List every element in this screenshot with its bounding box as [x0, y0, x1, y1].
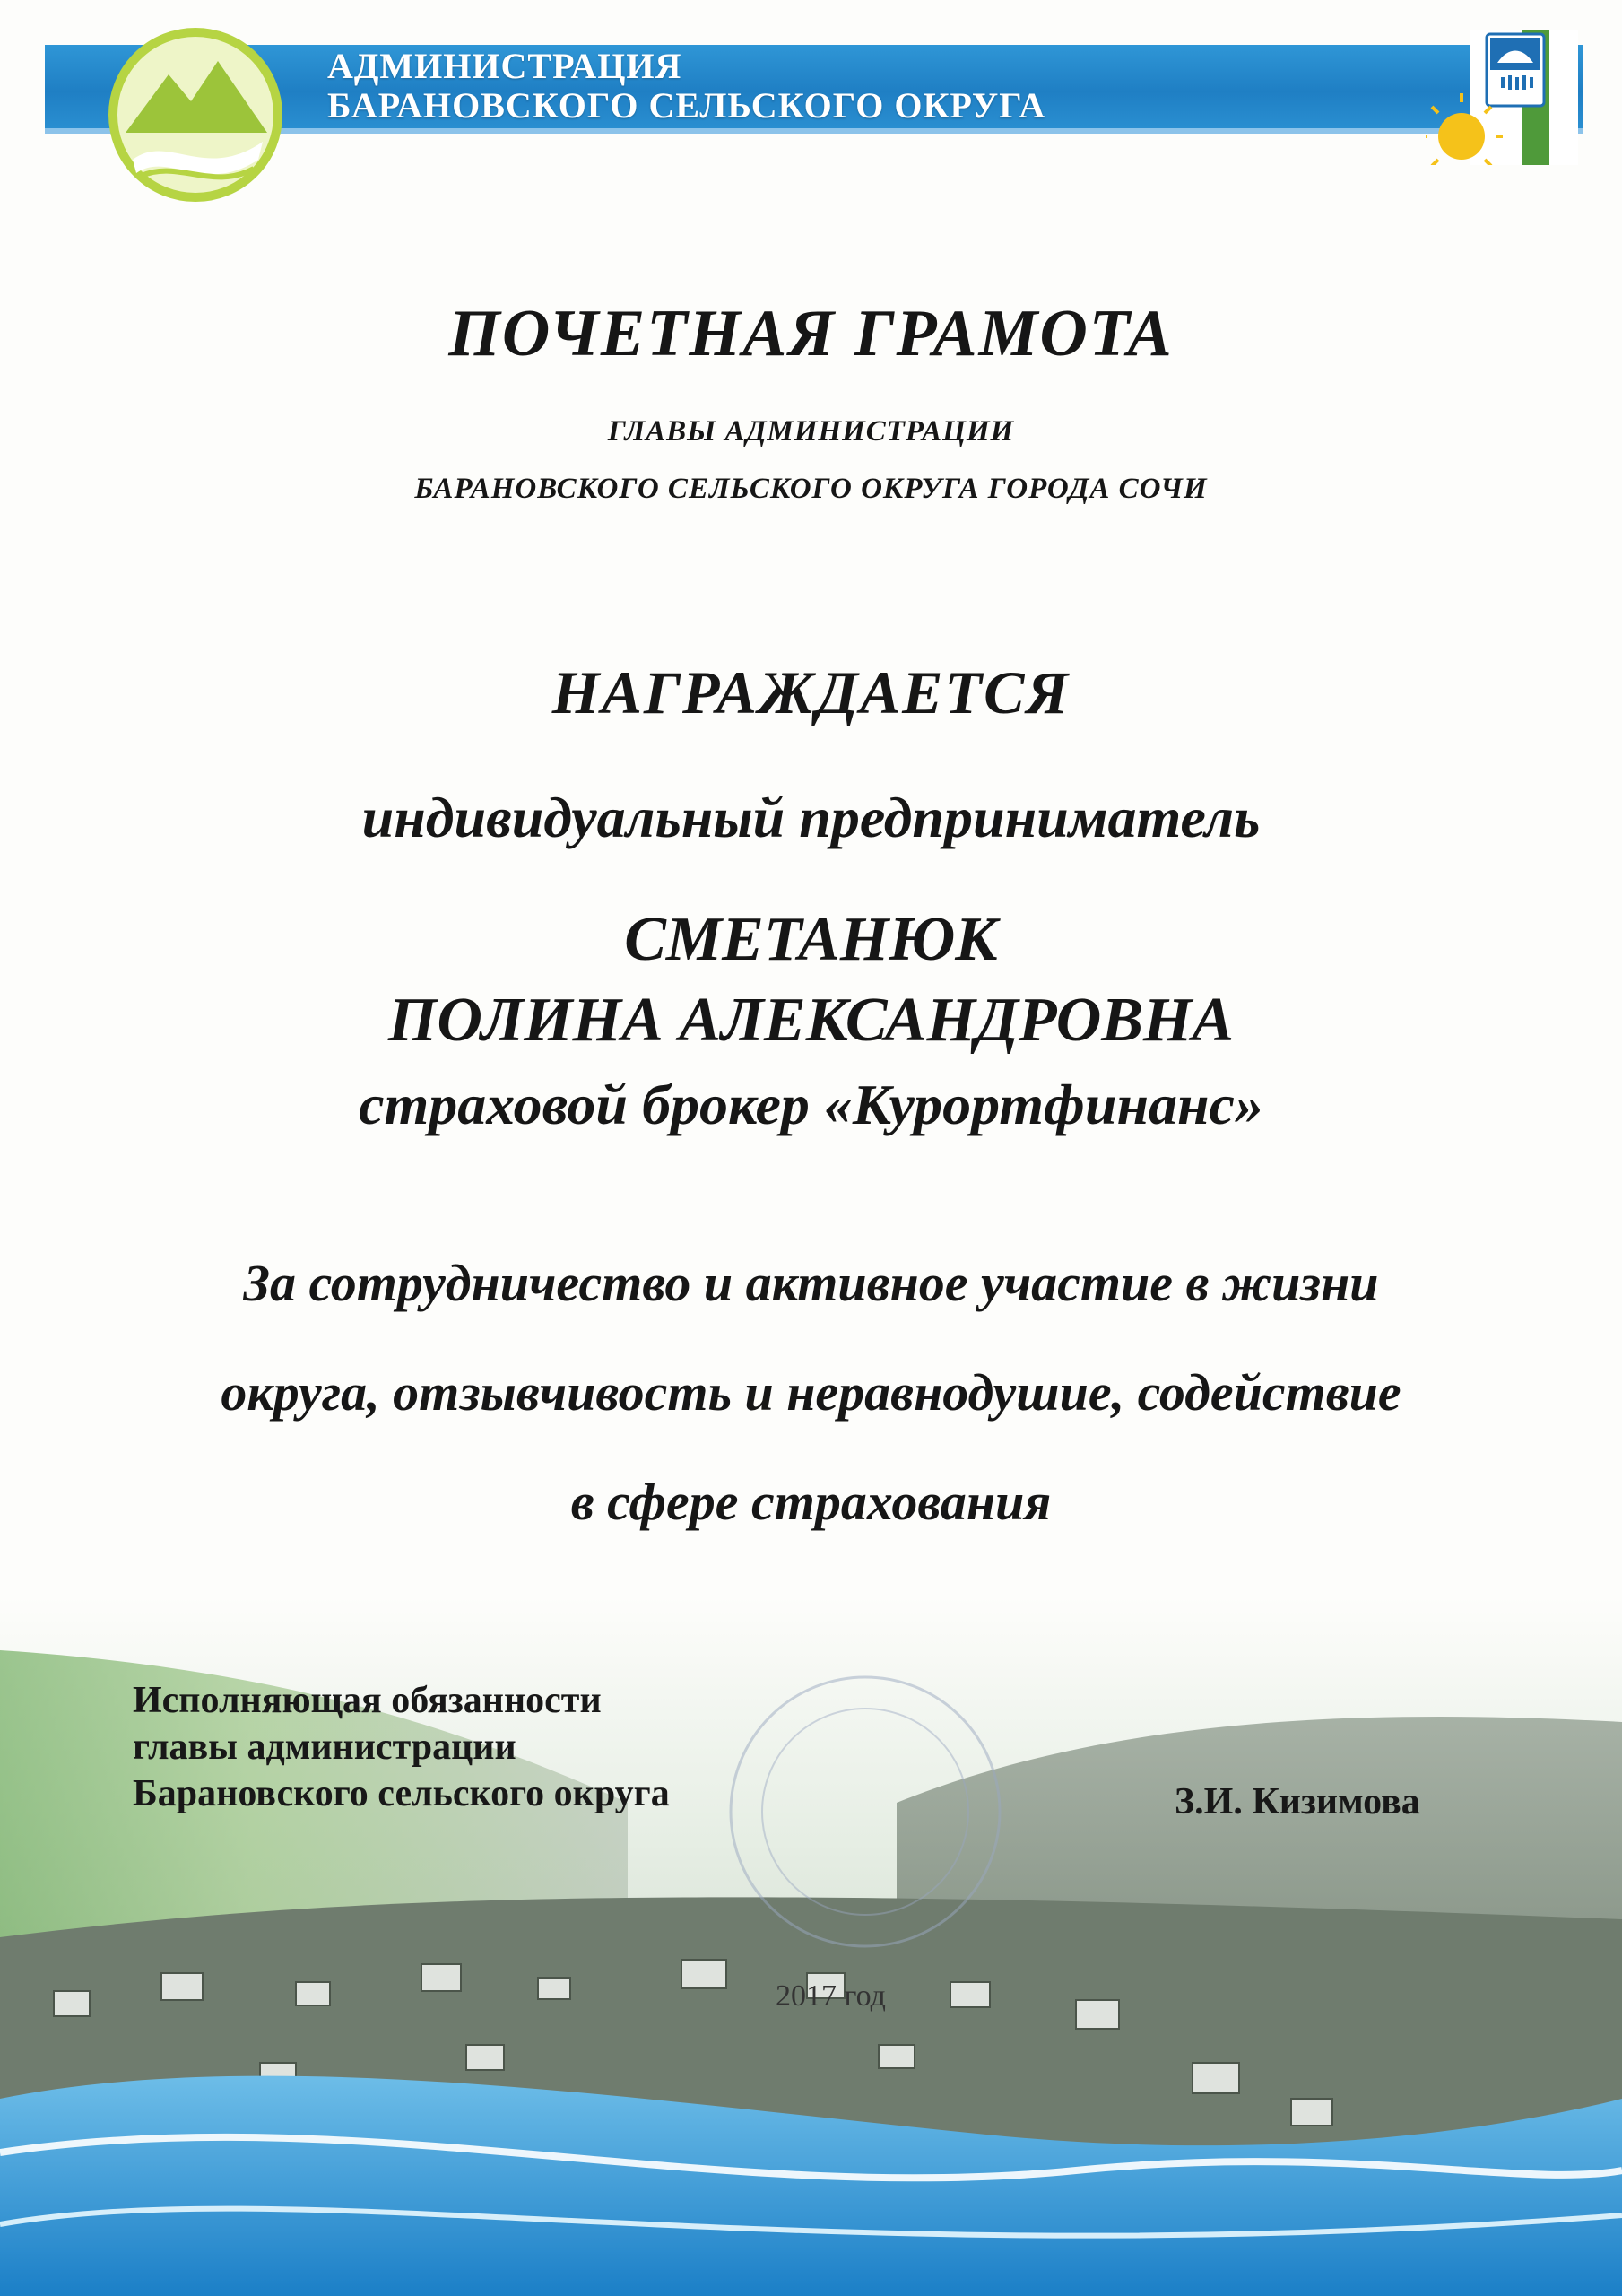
signature-position-line2: главы администрации: [133, 1726, 516, 1768]
certificate-subtitle-line2: БАРАНОВСКОГО СЕЛЬСКОГО ОКРУГА ГОРОДА СОЧИ: [414, 473, 1208, 505]
signature-position-line3: Барановского сельского округа: [133, 1773, 670, 1814]
recipient-last-name: СМЕТАНЮК: [624, 905, 998, 974]
signature-position-line1: Исполняющая обязанности: [133, 1680, 602, 1721]
recipient-company: страховой брокер «Курортфинанс»: [359, 1073, 1263, 1136]
round-stamp-icon: [717, 1664, 1013, 1960]
header-title: [327, 47, 1045, 126]
signer-name: З.И. Кизимова: [1175, 1781, 1420, 1822]
recipient-first-names: ПОЛИНА АЛЕКСАНДРОВНА: [387, 986, 1235, 1055]
award-reason-line1: За сотрудничество и активное участие в жизни: [243, 1254, 1379, 1312]
award-reason: [90, 1229, 1532, 1557]
awarded-heading: НАГРАЖДАЕТСЯ: [551, 658, 1071, 726]
document-year: 2017 год: [776, 1979, 886, 2013]
signature-position: [133, 1677, 670, 1817]
recipient-role: индивидуальный предприниматель: [361, 786, 1261, 849]
certificate-title: ПОЧЕТНАЯ ГРАМОТА: [448, 297, 1174, 370]
header-title-line1: АДМИНИСТРАЦИЯ: [327, 46, 682, 86]
header-title-line2: БАРАНОВСКОГО СЕЛЬСКОГО ОКРУГА: [327, 85, 1046, 126]
mountain-river-emblem-icon: [106, 25, 285, 204]
coat-of-arms-icon: [1426, 30, 1578, 165]
certificate-subtitle-line1: ГЛАВЫ АДМИНИСТРАЦИИ: [607, 415, 1015, 448]
award-reason-line3: в сфере страхования: [570, 1473, 1052, 1531]
award-reason-line2: округа, отзывчивость и неравнодушие, содействие: [221, 1363, 1401, 1422]
